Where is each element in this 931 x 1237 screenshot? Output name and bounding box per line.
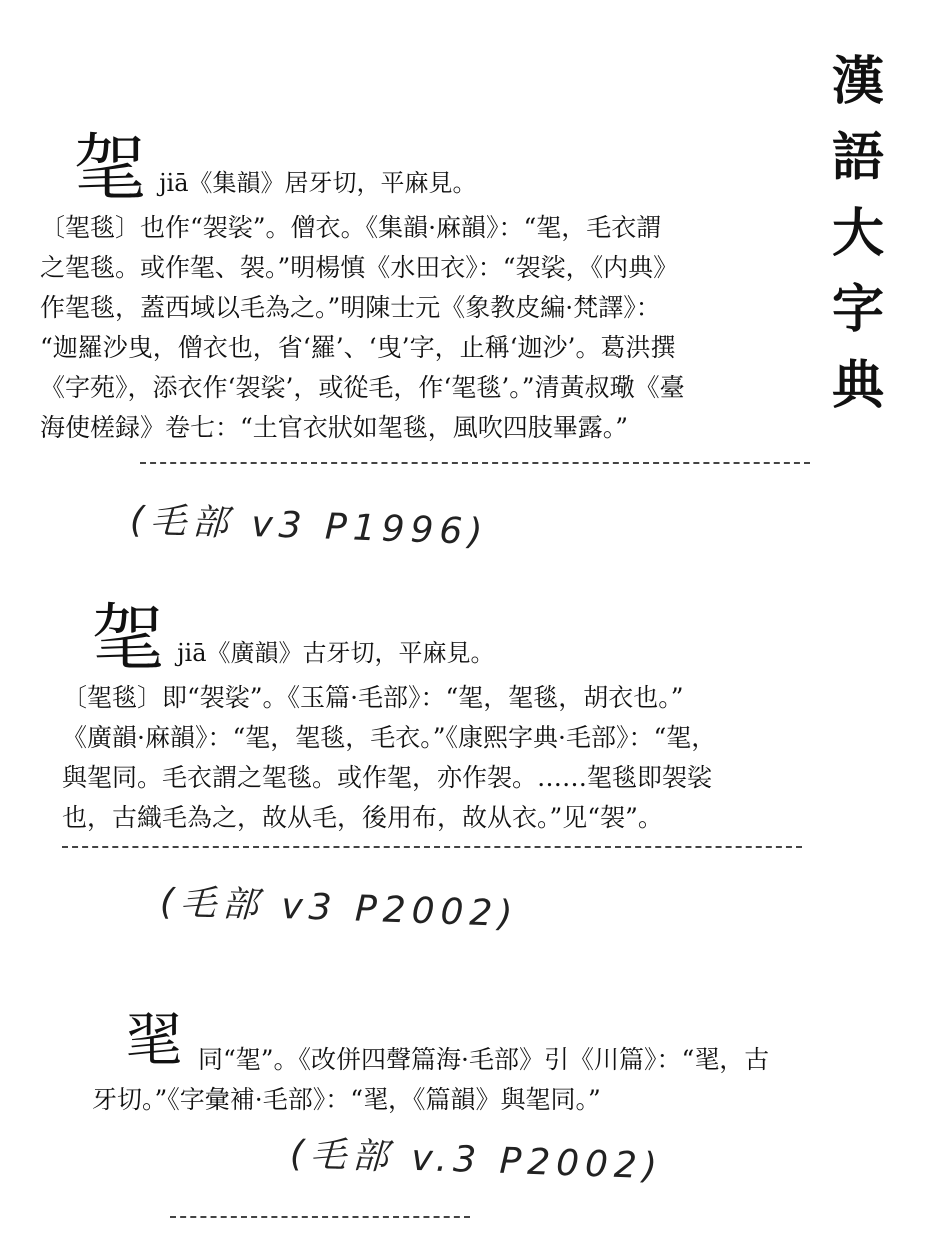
title-char: 大 bbox=[831, 203, 884, 264]
entry-2 bbox=[62, 598, 832, 838]
divider bbox=[170, 1216, 470, 1218]
title-char: 典 bbox=[831, 355, 884, 416]
handwritten-note: (毛部 v.3 P2002) bbox=[289, 1133, 664, 1188]
definition-line: 牙切。”《字彙補·毛部》：“毣，《篇韻》與毠同。” bbox=[92, 1085, 601, 1114]
definition-line: 之毠毯。或作毠、袈。”明楊慎《水田衣》：“袈裟，《内典》 bbox=[40, 253, 679, 282]
definition-line: 也，古織毛為之，故从毛，後用布，故从衣。”见“袈”。 bbox=[62, 803, 663, 832]
definition-line: 〔毠毯〕也作“袈裟”。僧衣。《集韻·麻韻》：“毠，毛衣謂 bbox=[40, 213, 662, 242]
pronunciation: jiā《集韻》居牙切，平麻見。 bbox=[159, 169, 477, 197]
definition-line: 同“毠”。《改併四聲篇海·毛部》引《川篇》：“毣，古 bbox=[197, 1045, 770, 1074]
definition-line: 《字苑》，添衣作‘袈裟’，或從毛，作‘毠毯’。”清黃叔璥《臺 bbox=[40, 373, 685, 402]
definition-line: 作毠毯，蓋西域以毛為之。”明陳士元《象教皮編·梵譯》： bbox=[40, 293, 661, 322]
headword: 毠 bbox=[74, 126, 147, 210]
title-char: 語 bbox=[831, 127, 884, 188]
entry-3 bbox=[92, 1000, 872, 1120]
title-char: 字 bbox=[831, 279, 884, 340]
definition-line: 海使槎録》卷七：“土官衣狀如毠毯，風吹四肢畢露。” bbox=[40, 413, 629, 442]
divider bbox=[62, 846, 802, 848]
definition-line: “迦羅沙曳，僧衣也，省‘羅’、‘曳’字，止稱‘迦沙’。葛洪撰 bbox=[40, 333, 676, 362]
definition-line: 〔毠毯〕即“袈裟”。《玉篇·毛部》：“毠，毠毯，胡衣也。” bbox=[62, 683, 684, 712]
definition-line: 與毠同。毛衣謂之毠毯。或作毠，亦作袈。……毠毯即袈裟 bbox=[62, 763, 713, 792]
definition-line: 《廣韻·麻韻》：“毠，毠毯，毛衣。”《康熙字典·毛部》：“毠， bbox=[62, 723, 717, 752]
dictionary-title bbox=[826, 44, 890, 424]
title-char: 漢 bbox=[831, 51, 884, 112]
headword: 毠 bbox=[92, 596, 165, 680]
handwritten-note: (毛部 v3 P1996) bbox=[129, 499, 490, 554]
headword: 毣 bbox=[124, 1006, 183, 1074]
pronunciation: jiā《廣韻》古牙切，平麻見。 bbox=[177, 639, 495, 667]
handwritten-note: (毛部 v3 P2002) bbox=[159, 881, 520, 936]
divider bbox=[140, 462, 810, 464]
entry-1 bbox=[40, 128, 810, 448]
